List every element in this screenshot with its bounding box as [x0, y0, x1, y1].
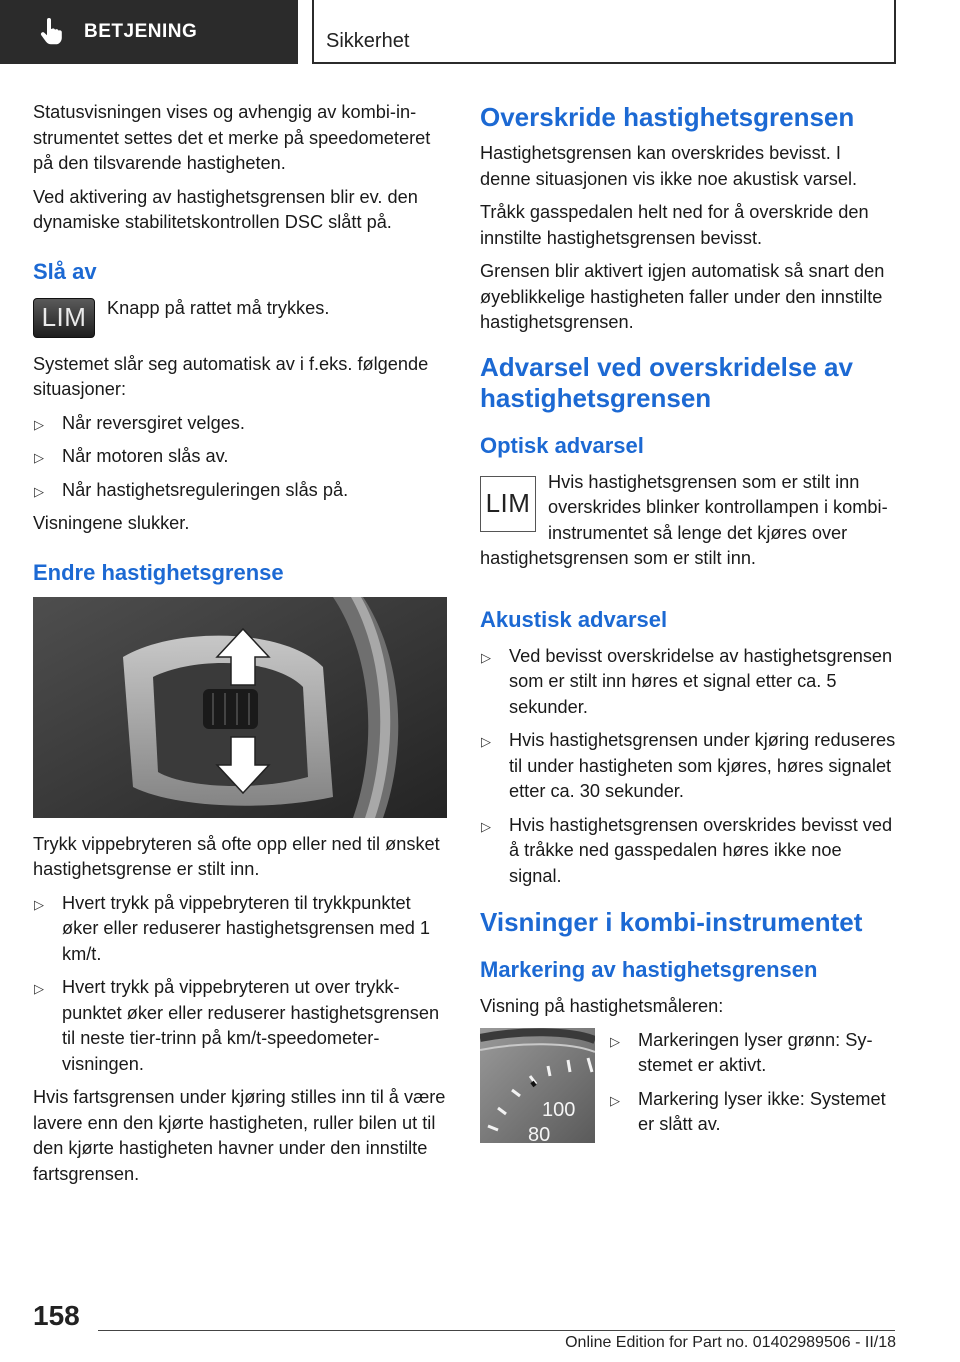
chapter-header: [312, 0, 896, 64]
heading-switch-off: Slå av: [33, 258, 97, 284]
triangle-bullet-icon: ▷: [34, 896, 44, 912]
steering-wheel-rocker-switch-image: [33, 597, 447, 818]
triangle-bullet-icon: ▷: [610, 1092, 620, 1108]
heading-optical-warning: Optisk advarsel: [480, 432, 644, 458]
list-item: ▷ Når hastighetsreguleringen slås på.: [33, 478, 449, 504]
optical-warning-row: [480, 470, 896, 580]
list-item: ▷ Markering lyser ikke: Systemet er slått av.: [610, 1088, 886, 1134]
heading-change-limit: Endre hastighetsgrense: [33, 559, 284, 585]
lim-indicator-icon: LIM: [480, 476, 536, 532]
right-column: [480, 100, 896, 1152]
paragraph: Ved aktivering av hastighetsgrensen blir ev. den dynamiske stabilitetskontrollen DSC slått på.: [33, 186, 418, 232]
edition-footer: Online Edition for Part no. 01402989506 - II/18: [565, 1334, 896, 1351]
triangle-bullet-icon: ▷: [34, 483, 44, 499]
paragraph: Visningene slukker.: [33, 513, 190, 533]
rocker-switch-list: [33, 891, 449, 1078]
auto-off-list: [33, 411, 449, 504]
heading-exceed-limit: Overskride hastighetsgrensen: [480, 102, 855, 132]
triangle-bullet-icon: ▷: [34, 981, 44, 996]
left-column: [33, 100, 449, 1195]
list-item: ▷ Hvert trykk på vippebryteren til trykkpunktet øker eller reduserer hastighetsgrensen med 1 km/t.: [34, 892, 430, 964]
speedometer-image: [480, 1028, 595, 1143]
heading-instrument-displays: Visninger i kombi-instrumentet: [480, 907, 863, 937]
paragraph: Systemet slår seg automatisk av i f.eks. følgende situasjoner:: [33, 353, 429, 399]
page-number: 158: [33, 1300, 80, 1331]
triangle-bullet-icon: ▷: [34, 450, 44, 465]
list-item: ▷ Ved bevisst overskridelse av hastighetsgrensen som er stilt inn høres et signal etter ca. 5 sekunder.: [481, 645, 893, 717]
paragraph: Visning på hastighetsmåleren:: [480, 996, 724, 1016]
paragraph: Tråkk gasspedalen helt ned for å overskride den innstilte hastighetsgrensen bevisst.: [480, 202, 869, 248]
paragraph: Hvis fartsgrensen under kjøring stilles inn til å være lavere enn den kjørte hastigheten, ruller bilen ut til den kjørte hastigheten havner under den innstilte fartsgrensen.: [33, 1087, 446, 1184]
speedometer-label-100: 100: [542, 1098, 576, 1121]
heading-limit-marking: Markering av hastighetsgrensen: [480, 957, 818, 982]
speedometer-label-80: 80: [528, 1123, 551, 1143]
triangle-bullet-icon: ▷: [610, 1033, 620, 1049]
list-item: ▷ Markeringen lyser grønn: Systemet er aktivt.: [610, 1029, 873, 1075]
heading-warning: Advarsel ved overskridelse av hastighetsgrensen: [480, 351, 853, 413]
paragraph: Trykk vippebryteren så ofte opp eller ned til ønsket hastighetsgrense er stilt inn.: [33, 833, 440, 879]
list-item: ▷ Hvis hastighetsgrensen overskrides bevisst ved å tråkke ned gasspedalen høres ikke noe signal.: [481, 814, 893, 886]
paragraph: Knapp på rattet må trykkes.: [107, 297, 330, 318]
paragraph: Hvis hastighetsgrensen som er stilt inn overskrides blinker kontrollampen i kombi-instrumentet så lenge det kjøres over hastighetsgrensen som er stilt inn.: [480, 471, 888, 568]
list-item: ▷ Når reversgiret velges.: [33, 411, 449, 437]
marking-row: [480, 1028, 896, 1152]
lim-button-icon: LIM: [33, 298, 95, 338]
chapter-label: Sikkerhet: [326, 30, 410, 52]
paragraph: Statusvisningen vises og avhengig av kombi-instrumentet settes det et merke på speedometeret på den tilsvarende hastigheten.: [33, 102, 431, 173]
paragraph: Hastighetsgrensen kan overskrides bevisst. I denne situasjonen vis ikke noe akustisk varsel.: [480, 143, 858, 189]
list-item: ▷ Hvert trykk på vippebryteren ut over trykkpunktet øker eller reduserer hastighetsgrensen til neste tier-trinn på km/t-speedometervisningen.: [34, 977, 440, 1074]
marking-list: [609, 1028, 896, 1146]
list-item: ▷ Når motoren slås av.: [33, 444, 449, 470]
section-tab: [0, 0, 298, 64]
triangle-bullet-icon: ▷: [481, 734, 491, 749]
triangle-bullet-icon: ▷: [481, 818, 491, 834]
switch-off-row: [33, 296, 449, 338]
triangle-bullet-icon: ▷: [34, 416, 44, 432]
acoustic-warning-list: [480, 644, 896, 890]
paragraph: Grensen blir aktivert igjen automatisk så snart den øyeblikkelige hastigheten faller under den innstilte hastighetsgrensen.: [480, 261, 885, 332]
footer-divider: [98, 1330, 895, 1331]
triangle-bullet-icon: ▷: [481, 649, 491, 665]
section-label: BETJENING: [84, 21, 198, 42]
list-item: ▷ Hvis hastighetsgrensen under kjøring reduseres til under hastigheten som kjøres, høres signalet etter ca. 30 sekunder.: [481, 730, 896, 801]
heading-acoustic-warning: Akustisk advarsel: [480, 606, 668, 632]
hand-pointer-icon: [40, 18, 64, 46]
